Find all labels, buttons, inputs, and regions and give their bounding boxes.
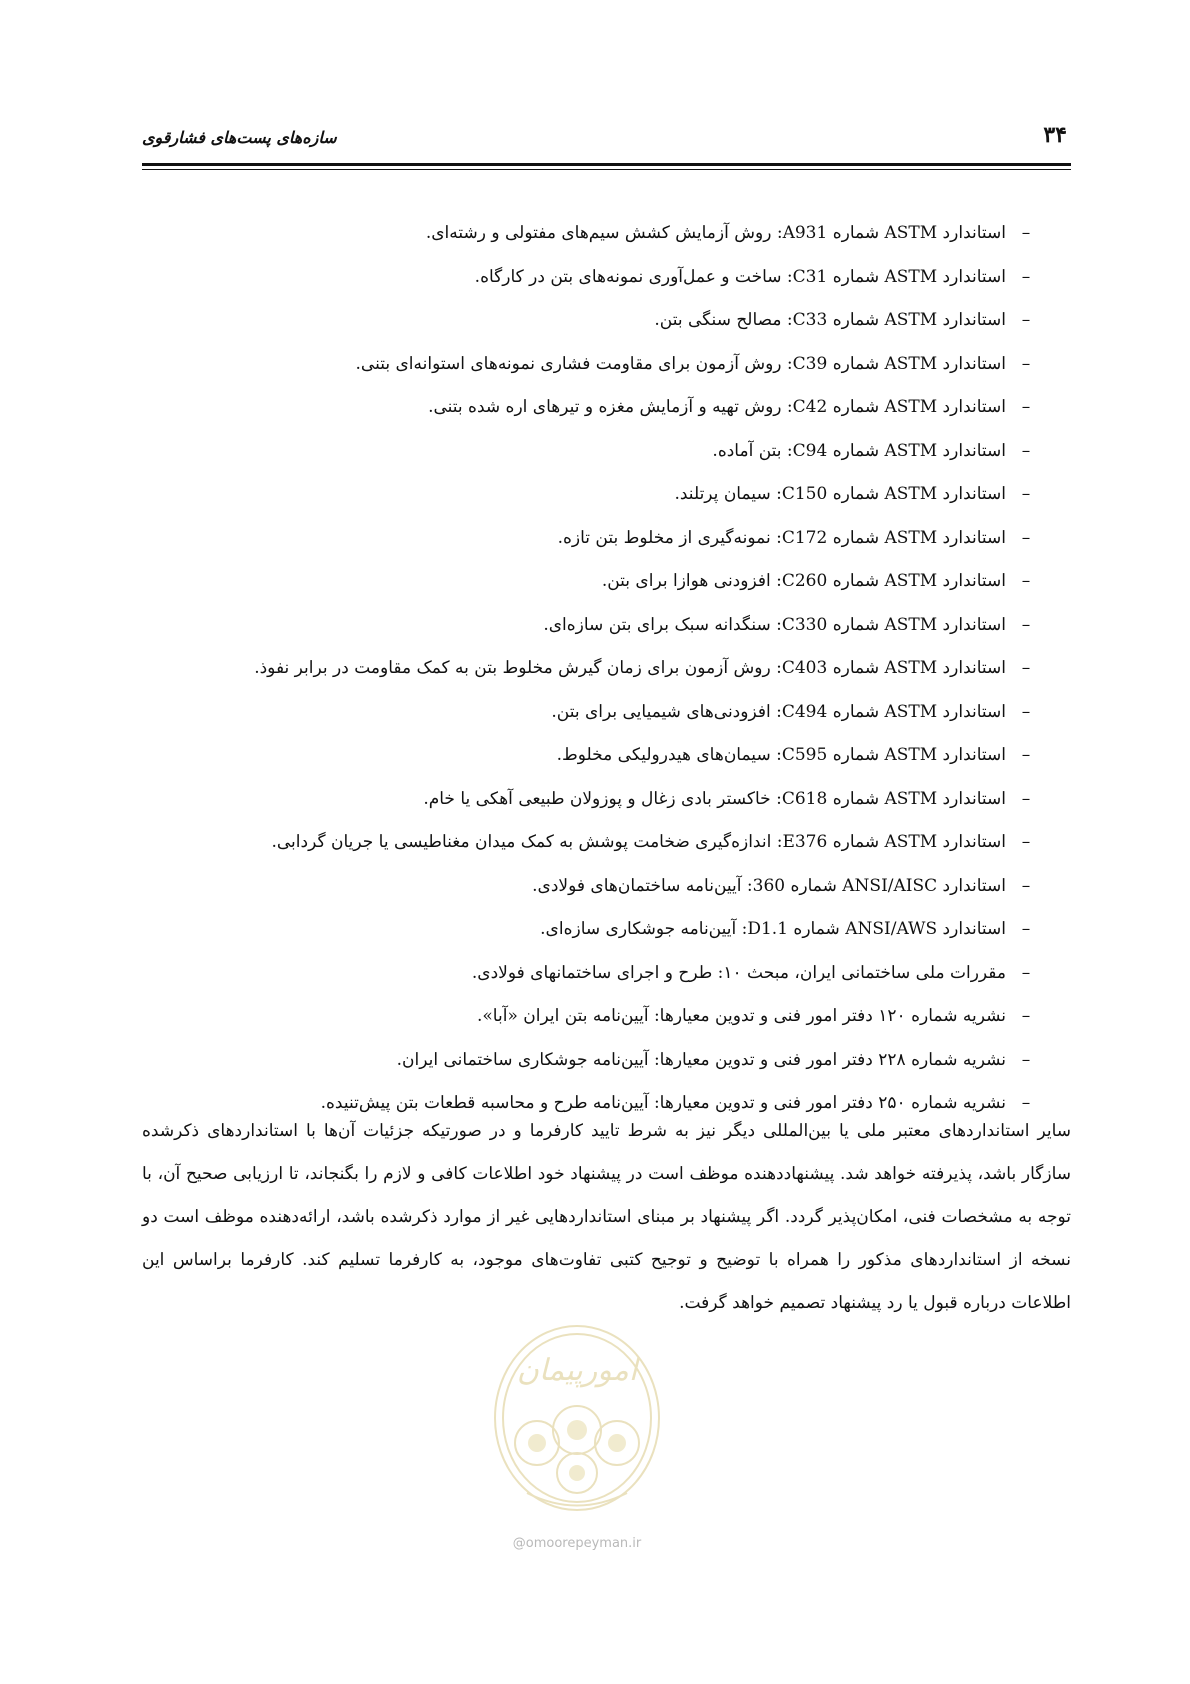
reference-item [142,299,1046,343]
list-dash: – [1021,745,1031,765]
list-dash: – [1021,1006,1031,1026]
reference-text: نشریه شماره ۱۲۰ دفتر امور فنی و تدوین معیارها: آیین‌نامه بتن ایران «آبا». [477,1006,1006,1026]
reference-item [142,604,1046,648]
watermark-seal-text: امورپیمان [516,1353,638,1388]
reference-text: استاندارد ASTM شماره A931: روش آزمایش کشش سیم‌های مفتولی و رشته‌ای. [425,223,1006,243]
reference-item [142,256,1046,300]
reference-item [142,430,1046,474]
reference-item [142,952,1046,996]
reference-text: استاندارد ANSI/AISC شماره 360: آیین‌نامه ساختمان‌های فولادی. [532,875,1006,896]
header-rule-thin [142,169,1071,170]
list-dash: – [1021,962,1031,983]
list-dash: – [1021,614,1031,635]
reference-text: استاندارد ASTM شماره C172: نمونه‌گیری از مخلوط بتن تازه. [557,527,1006,548]
reference-item [142,647,1046,691]
reference-item [142,734,1046,778]
reference-text: استاندارد ASTM شماره C94: بتن آماده. [712,440,1006,461]
page-number: ۳۴ [1043,122,1067,148]
reference-item [142,691,1046,735]
reference-text: استاندارد ASTM شماره C42: روش تهیه و آزمایش مغزه و تیرهای اره شده بتنی. [428,397,1006,417]
reference-text: استاندارد ASTM شماره C330: سنگدانه سبک برای بتن سازه‌ای. [543,614,1006,635]
reference-text: استاندارد ASTM شماره C618: خاکستر بادی زغال و پوزولان طبیعی آهکی یا خام. [423,788,1006,809]
list-dash: – [1021,832,1031,852]
running-title: سازه‌های پست‌های فشارقوی [142,128,337,147]
list-dash: – [1021,919,1031,939]
reference-item [142,386,1046,430]
list-dash: – [1021,440,1031,461]
reference-item [142,212,1046,256]
reference-text: استاندارد ASTM شماره C403: روش آزمون برای زمان گیرش مخلوط بتن به کمک مقاومت در برابر نفوذ. [254,658,1006,678]
list-dash: – [1021,353,1031,374]
reference-text: نشریه شماره ۲۵۰ دفتر امور فنی و تدوین معیارها: آیین‌نامه طرح و محاسبه قطعات بتن پیش‌تنیده. [320,1093,1006,1113]
reference-item [142,473,1046,517]
reference-item [142,778,1046,822]
list-dash: – [1021,571,1031,591]
reference-list [142,212,1046,1126]
body-paragraph: سایر استانداردهای معتبر ملی یا بین‌المللی دیگر نیز به شرط تایید کارفرما و در صورتیکه جزئیات آن‌ها با استانداردهای ذکرشده سازگار باشد، پذیرفته خواهد شد. پیشنهاددهنده موظف است در پیشنهاد خود اطلاعات کافی و لازم را بگنجاند، تا ارزیابی صحیح آن، با توجه به مشخصات فنی، امکان‌پذیر گردد. اگر پیشنهاد بر مبنای استانداردهایی غیر از موارد ذکرشده باشد، ارائه‌دهنده موظف است دو نسخه از استانداردهای مذکور را همراه با توضیح و توجیح کتبی تفاوت‌های موجود، به کارفرما تسلیم کند. کارفرما براساس این اطلاعات درباره قبول یا رد پیشنهاد تصمیم خواهد گرفت. [142,1121,1071,1313]
list-dash: – [1021,397,1031,417]
reference-item [142,865,1046,909]
list-dash: – [1021,658,1031,678]
reference-text: استاندارد ASTM شماره E376: اندازه‌گیری ضخامت پوشش به کمک میدان مغناطیسی یا جریان گردابی. [271,832,1006,852]
list-dash: – [1021,701,1031,722]
reference-text: نشریه شماره ۲۲۸ دفتر امور فنی و تدوین معیارها: آیین‌نامه جوشکاری ساختمانی ایران. [396,1049,1006,1070]
watermark-seal-icon [487,1318,667,1528]
list-dash: – [1021,310,1031,330]
reference-text: استاندارد ASTM شماره C150: سیمان پرتلند. [674,484,1006,504]
reference-text: استاندارد ASTM شماره C33: مصالح سنگی بتن. [654,310,1006,330]
reference-text: استاندارد ANSI/AWS شماره D1.1: آیین‌نامه جوشکاری سازه‌ای. [540,919,1006,939]
reference-text: استاندارد ASTM شماره C595: سیمان‌های هیدرولیکی مخلوط. [556,745,1006,765]
list-dash: – [1021,1093,1031,1113]
reference-text: مقررات ملی ساختمانی ایران، مبحث ۱۰: طرح و اجرای ساختمانهای فولادی. [471,962,1006,983]
reference-item [142,517,1046,561]
list-dash: – [1021,266,1031,287]
reference-item [142,908,1046,952]
reference-text: استاندارد ASTM شماره C260: افزودنی هوازا برای بتن. [601,571,1006,591]
watermark-url: @omoorepeyman.ir [512,1536,642,1551]
list-dash: – [1021,527,1031,548]
reference-text: استاندارد ASTM شماره C31: ساخت و عمل‌آوری نمونه‌های بتن در کارگاه. [474,266,1006,287]
reference-item [142,343,1046,387]
reference-text: استاندارد ASTM شماره C39: روش آزمون برای مقاومت فشاری نمونه‌های استوانه‌ای بتنی. [355,353,1006,374]
reference-item [142,821,1046,865]
list-dash: – [1021,1049,1031,1070]
reference-text: استاندارد ASTM شماره C494: افزودنی‌های شیمیایی برای بتن. [551,701,1006,722]
list-dash: – [1021,788,1031,809]
list-dash: – [1021,484,1031,504]
page-header [142,118,1071,164]
list-dash: – [1021,223,1031,243]
reference-item [142,995,1046,1039]
header-rule-thick [142,163,1071,166]
list-dash: – [1021,875,1031,896]
reference-item [142,560,1046,604]
reference-item [142,1039,1046,1083]
